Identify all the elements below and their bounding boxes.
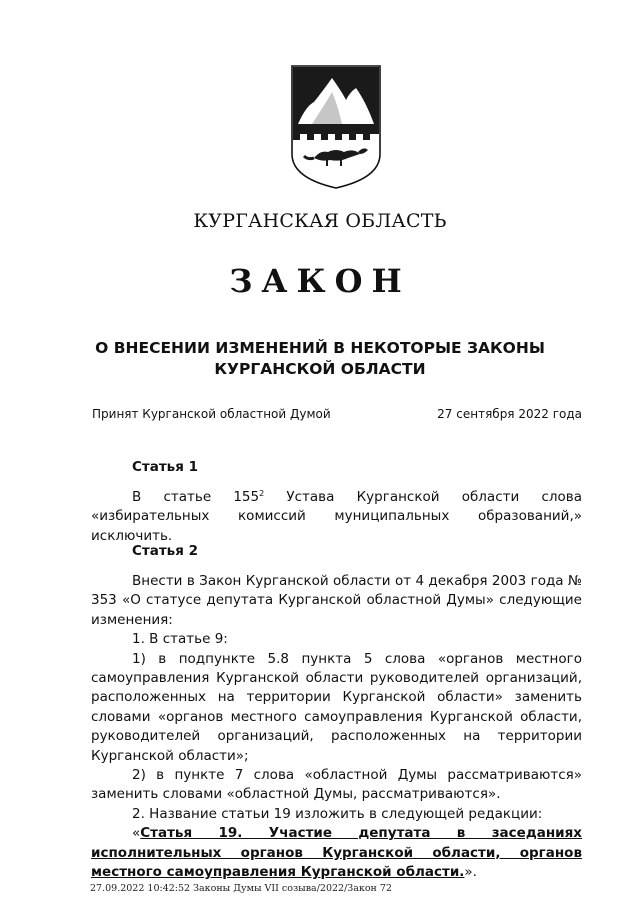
- article-2-paragraph-5: 2. Название статьи 19 изложить в следующей редакции:: [132, 805, 543, 822]
- article-2-body: [91, 572, 582, 883]
- article-2-heading: Статья 2: [132, 543, 198, 559]
- quote-open: «: [132, 825, 141, 842]
- adopted-date: 27 сентября 2022 года: [437, 407, 582, 421]
- article-2-paragraph-4: 2) в пункте 7 слова «областной Думы рассматриваются» заменить словами «областной Думы, рассматриваются».: [91, 767, 582, 803]
- article-1-text-a: В статье 155: [132, 489, 260, 505]
- adopted-by: Принят Курганской областной Думой: [92, 407, 331, 421]
- coat-of-arms-emblem: [284, 62, 388, 190]
- region-name: КУРГАНСКАЯ ОБЛАСТЬ: [193, 210, 447, 232]
- article-1-heading: Статья 1: [132, 459, 198, 475]
- law-title: [60, 338, 580, 380]
- article-2-paragraph-6: [91, 824, 582, 882]
- article-2-paragraph-1: Внести в Закон Курганской области от 4 декабря 2003 года № 353 «О статусе депутата Курганской областной Думы» следующие изменения:: [91, 573, 582, 628]
- article-1-text-b: Устава Курганской области слова «избирательных комиссий муниципальных образований,» исключить.: [91, 489, 582, 544]
- article-1-body: [91, 488, 582, 546]
- footer-stamp: 27.09.2022 10:42:52 Законы Думы VII созыва/2022/Закон 72: [90, 883, 392, 894]
- document-type: ЗАКОН: [229, 262, 411, 300]
- article-2-paragraph-3: 1) в подпункте 5.8 пункта 5 слова «органов местного самоуправления Курганской области руководителей организаций, расположенных на территории Курганской области» заменить словами «органов местного самоуправления Курганской области, руководителей организаций, расположенных на территории Курганской области»;: [91, 650, 582, 764]
- quote-close: ».: [464, 864, 477, 881]
- law-title-line-1: О ВНЕСЕНИИ ИЗМЕНЕНИЙ В НЕКОТОРЫЕ ЗАКОНЫ: [95, 339, 545, 357]
- new-article-19-title: Статья 19. Участие депутата в заседаниях исполнительных органов Курганской области, органов местного самоуправления Курганской области.: [91, 825, 582, 881]
- article-1-paragraph: [91, 488, 582, 546]
- article-2-paragraph-2: 1. В статье 9:: [132, 631, 228, 648]
- article-1-superscript: 2: [259, 489, 265, 498]
- law-title-line-2: КУРГАНСКОЙ ОБЛАСТИ: [214, 360, 426, 378]
